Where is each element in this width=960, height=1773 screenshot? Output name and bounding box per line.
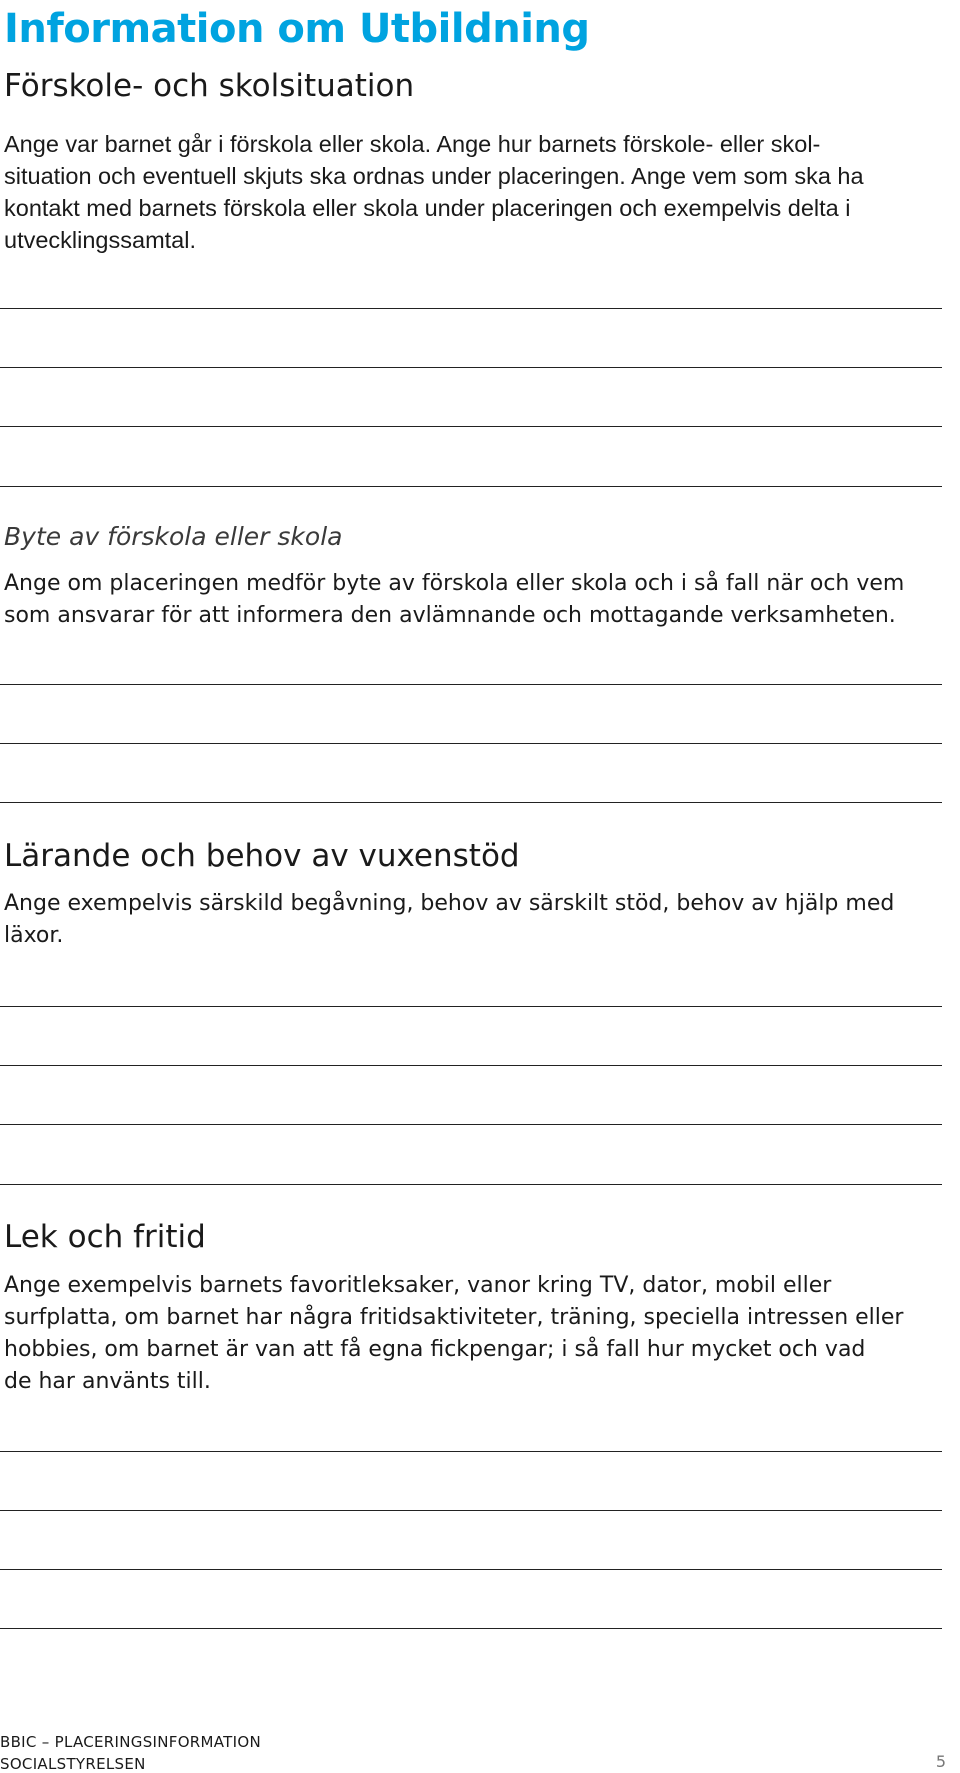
answer-line[interactable] (0, 684, 942, 685)
answer-line[interactable] (0, 1510, 942, 1511)
section-heading: Lek och fritid (4, 1219, 206, 1255)
body-line: Ange var barnet går i förskola eller skola. Ange hur barnets förskole- eller skol- (4, 131, 821, 157)
section-lek (4, 1217, 944, 1257)
body-line: Ange exempelvis barnets favoritleksaker, vanor kring TV, dator, mobil eller (4, 1273, 832, 1298)
section-larande (4, 836, 944, 876)
answer-line[interactable] (0, 367, 942, 368)
section-larande-body (4, 888, 944, 952)
answer-line[interactable] (0, 308, 942, 309)
body-line: Ange exempelvis särskild begåvning, behov av särskilt stöd, behov av hjälp med (4, 891, 895, 916)
answer-line[interactable] (0, 1628, 942, 1629)
section-forskole (4, 66, 944, 106)
answer-line[interactable] (0, 1006, 942, 1007)
section-forskole-body (4, 128, 944, 256)
answer-line[interactable] (0, 802, 942, 803)
body-line: kontakt med barnets förskola eller skola under placeringen och exempelvis delta i (4, 195, 851, 221)
body-line: hobbies, om barnet är van att få egna fickpengar; i så fall hur mycket och vad (4, 1337, 866, 1362)
answer-line[interactable] (0, 1451, 942, 1452)
section-byte (4, 520, 944, 554)
section-heading: Förskole- och skolsituation (4, 68, 415, 104)
section-lek-body (4, 1270, 944, 1398)
section-subheading: Byte av förskola eller skola (4, 522, 343, 551)
answer-line[interactable] (0, 1124, 942, 1125)
answer-line[interactable] (0, 486, 942, 487)
body-line: situation och eventuell skjuts ska ordnas under placeringen. Ange vem som ska ha (4, 163, 864, 189)
answer-line[interactable] (0, 426, 942, 427)
body-line: Ange om placeringen medför byte av förskola eller skola och i så fall när och vem (4, 571, 905, 596)
answer-line[interactable] (0, 1184, 942, 1185)
footer-publication: BBIC – PLACERINGSINFORMATION (0, 1733, 261, 1751)
footer-publisher: SOCIALSTYRELSEN (0, 1755, 146, 1773)
body-line: surfplatta, om barnet har några fritidsaktiviteter, träning, speciella intressen eller (4, 1305, 904, 1330)
page-number: 5 (935, 1752, 946, 1771)
body-line: de har använts till. (4, 1369, 211, 1394)
section-byte-body (4, 568, 944, 632)
answer-line[interactable] (0, 743, 942, 744)
answer-line[interactable] (0, 1065, 942, 1066)
body-line: läxor. (4, 923, 64, 948)
body-line: som ansvarar för att informera den avlämnande och mottagande verksamheten. (4, 603, 896, 628)
section-heading: Lärande och behov av vuxenstöd (4, 838, 520, 874)
answer-line[interactable] (0, 1569, 942, 1570)
page-title: Information om Utbildning (4, 6, 590, 52)
body-line: utvecklingssamtal. (4, 227, 196, 253)
